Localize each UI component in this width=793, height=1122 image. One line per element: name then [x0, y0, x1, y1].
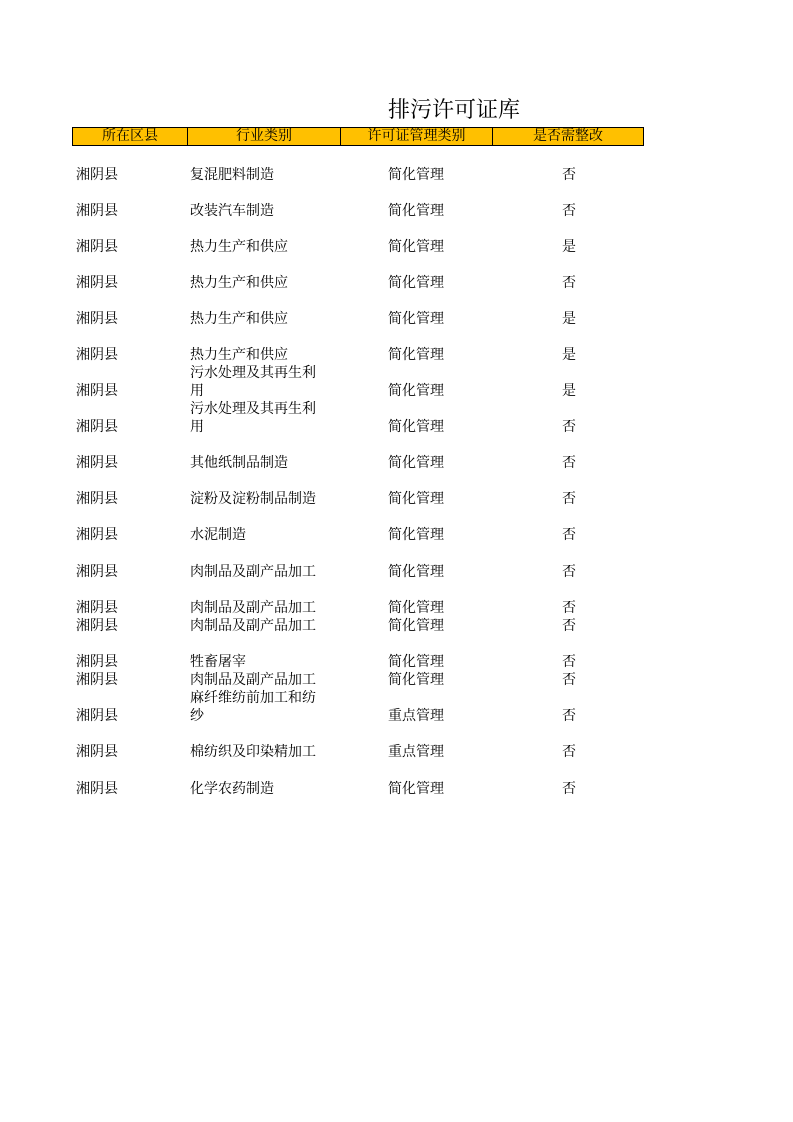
cell-rectify: 否: [562, 275, 576, 291]
cell-rectify: 否: [562, 419, 576, 435]
cell-permit-category: 简化管理: [388, 203, 444, 219]
table-header: [72, 127, 644, 146]
cell-industry: 淀粉及淀粉制品制造: [190, 491, 316, 507]
cell-county: 湘阴县: [76, 672, 118, 688]
cell-rectify: 否: [562, 455, 576, 471]
cell-industry: 复混肥料制造: [190, 167, 274, 183]
cell-industry: 肉制品及副产品加工: [190, 618, 316, 634]
cell-county: 湘阴县: [76, 781, 118, 797]
cell-industry: 改装汽车制造: [190, 203, 274, 219]
cell-county: 湘阴县: [76, 654, 118, 670]
cell-county: 湘阴县: [76, 203, 118, 219]
cell-industry-line2: 用: [190, 383, 204, 399]
cell-rectify: 否: [562, 527, 576, 543]
cell-industry: 肉制品及副产品加工: [190, 564, 316, 580]
cell-permit-category: 简化管理: [388, 654, 444, 670]
cell-county: 湘阴县: [76, 491, 118, 507]
cell-industry: 化学农药制造: [190, 781, 274, 797]
cell-permit-category: 简化管理: [388, 383, 444, 399]
cell-rectify: 否: [562, 167, 576, 183]
cell-county: 湘阴县: [76, 239, 118, 255]
column-header-rectify: 是否需整改: [493, 128, 643, 145]
column-header-county: 所在区县: [73, 128, 188, 145]
cell-industry-line1: 污水处理及其再生利: [190, 401, 316, 417]
cell-industry: 其他纸制品制造: [190, 455, 288, 471]
cell-permit-category: 简化管理: [388, 781, 444, 797]
cell-industry-line1: 麻纤维纺前加工和纺: [190, 690, 316, 706]
cell-industry: 热力生产和供应: [190, 239, 288, 255]
cell-rectify: 是: [562, 239, 576, 255]
cell-county: 湘阴县: [76, 311, 118, 327]
cell-rectify: 否: [562, 564, 576, 580]
cell-county: 湘阴县: [76, 419, 118, 435]
cell-permit-category: 简化管理: [388, 672, 444, 688]
cell-county: 湘阴县: [76, 600, 118, 616]
cell-rectify: 否: [562, 203, 576, 219]
cell-county: 湘阴县: [76, 527, 118, 543]
cell-industry: 热力生产和供应: [190, 275, 288, 291]
cell-permit-category: 简化管理: [388, 618, 444, 634]
cell-county: 湘阴县: [76, 708, 118, 724]
column-header-industry: 行业类别: [188, 128, 341, 145]
cell-rectify: 否: [562, 672, 576, 688]
cell-industry: 肉制品及副产品加工: [190, 600, 316, 616]
cell-rectify: 否: [562, 491, 576, 507]
cell-rectify: 否: [562, 708, 576, 724]
cell-rectify: 否: [562, 744, 576, 760]
cell-permit-category: 重点管理: [388, 708, 444, 724]
cell-industry: 热力生产和供应: [190, 311, 288, 327]
cell-industry-line2: 纱: [190, 708, 204, 724]
cell-permit-category: 简化管理: [388, 600, 444, 616]
column-header-permit-category: 许可证管理类别: [341, 128, 493, 145]
cell-industry: 棉纺织及印染精加工: [190, 744, 316, 760]
cell-rectify: 是: [562, 383, 576, 399]
page-title: 排污许可证库: [388, 98, 521, 123]
cell-permit-category: 简化管理: [388, 419, 444, 435]
cell-county: 湘阴县: [76, 347, 118, 363]
cell-county: 湘阴县: [76, 275, 118, 291]
cell-permit-category: 简化管理: [388, 491, 444, 507]
cell-permit-category: 简化管理: [388, 347, 444, 363]
cell-industry: 热力生产和供应: [190, 347, 288, 363]
cell-rectify: 否: [562, 600, 576, 616]
cell-industry: 水泥制造: [190, 527, 246, 543]
cell-county: 湘阴县: [76, 618, 118, 634]
cell-permit-category: 简化管理: [388, 564, 444, 580]
cell-county: 湘阴县: [76, 167, 118, 183]
cell-permit-category: 简化管理: [388, 311, 444, 327]
cell-county: 湘阴县: [76, 455, 118, 471]
cell-permit-category: 简化管理: [388, 275, 444, 291]
cell-permit-category: 简化管理: [388, 455, 444, 471]
cell-rectify: 是: [562, 311, 576, 327]
cell-rectify: 否: [562, 781, 576, 797]
cell-permit-category: 简化管理: [388, 167, 444, 183]
cell-industry: 肉制品及副产品加工: [190, 672, 316, 688]
cell-industry-line1: 污水处理及其再生利: [190, 365, 316, 381]
cell-county: 湘阴县: [76, 744, 118, 760]
cell-rectify: 是: [562, 347, 576, 363]
cell-rectify: 否: [562, 618, 576, 634]
cell-permit-category: 简化管理: [388, 527, 444, 543]
cell-industry-line2: 用: [190, 419, 204, 435]
cell-permit-category: 简化管理: [388, 239, 444, 255]
cell-rectify: 否: [562, 654, 576, 670]
cell-county: 湘阴县: [76, 564, 118, 580]
cell-permit-category: 重点管理: [388, 744, 444, 760]
cell-county: 湘阴县: [76, 383, 118, 399]
cell-industry: 牲畜屠宰: [190, 654, 246, 670]
